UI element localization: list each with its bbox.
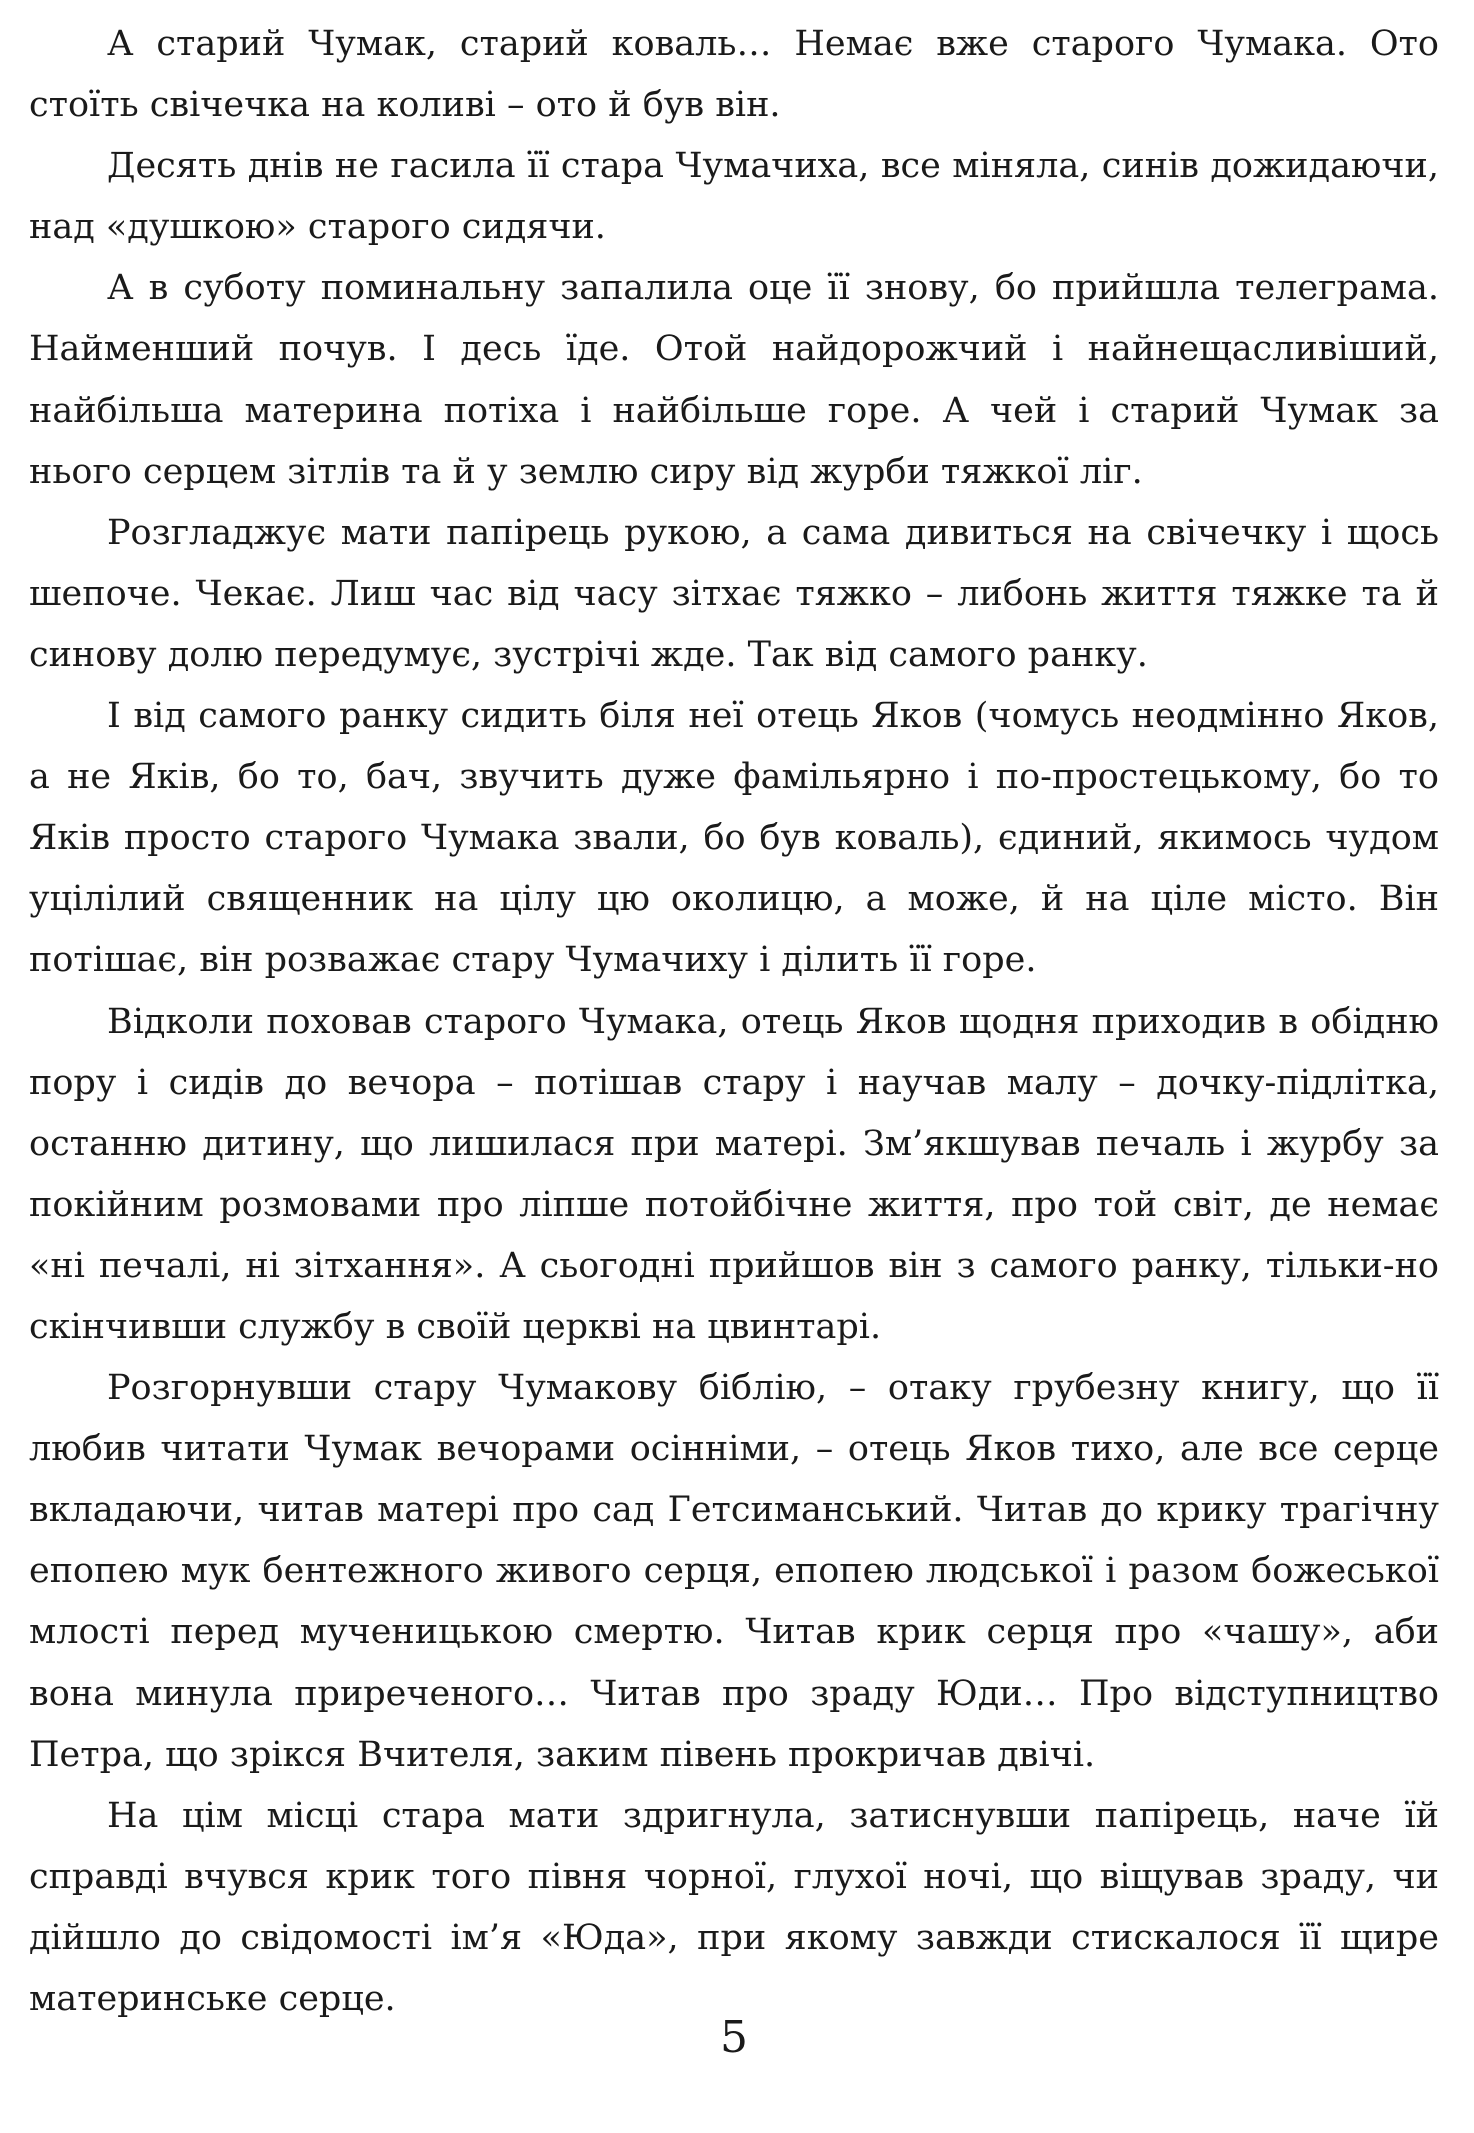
paragraph-1: А старий Чумак, старий коваль… Немає вже старого Чумака. Ото стоїть свічечка на коливі – ото й був він. xyxy=(29,24,1439,126)
paragraph-2: Десять днів не гасила її стара Чумачиха, все міняла, синів дожидаючи, над «душкою» старого сидячи. xyxy=(29,146,1439,248)
paragraph-4: Розгладжує мати папірець рукою, а сама дивиться на свічечку і щось шепоче. Чекає. Лиш час від часу зітхає тяжко – либонь життя тяжке та й синову долю передумує, зустрічі жде. Так від самого ранку. xyxy=(29,512,1439,675)
paragraph-7: Розгорнувши стару Чумакову біблію, – отаку грубезну книгу, що її любив читати Чумак вечорами осінніми, – отець Яков тихо, але все серце вкладаючи, читав матері про сад Гетсиманський. Читав до крику трагічну епопею мук бентежного живого серця, епопею людської і разом божеської млості перед мученицькою смертю. Читав крик серця про «чашу», аби вона минула приреченого… Читав про зраду Юди… Про відступництво Петра, що зрікся Вчителя, заким півень прокричав двічі. xyxy=(29,1368,1439,1775)
paragraph-6: Відколи поховав старого Чумака, отець Яков щодня приходив в обідню пору і сидів до вечора – потішав стару і научав малу – дочку-підлітка, останню дитину, що лишилася при матері. Зм’якшував печаль і журбу за покійним розмовами про ліпше потойбічне життя, про той світ, де немає «ні печалі, ні зітхання». А сьогодні прийшов він з самого ранку, тільки-но скінчивши службу в своїй церкві на цвинтарі. xyxy=(29,1001,1439,1347)
paragraph-5: І від самого ранку сидить біля неї отець Яков (чомусь неодмінно Яков, а не Яків, бо то, бач, звучить дуже фамільярно і по-простецькому, бо то Яків просто старого Чумака звали, бо був коваль), єдиний, якимось чудом уцілілий священник на цілу цю околицю, а може, й на ціле місто. Він потішає, він розважає стару Чумачиху і ділить її горе. xyxy=(29,696,1439,981)
paragraph-8: На цім місці стара мати здригнула, затиснувши папірець, наче їй справді вчувся крик того півня чорної, глухої ночі, що віщував зраду, чи дійшло до свідомості ім’я «Юда», при якому завжди стискалося її щире материнське серце. xyxy=(29,1795,1439,2019)
paragraph-3: А в суботу поминальну запалила оце її знову, бо прийшла телеграма. Найменший почув. І десь їде. Отой найдорожчий і найнещасливіший, найбільша материна потіха і найбільше горе. А чей і старий Чумак за нього серцем зітлів та й у землю сиру від журби тяжкої ліг. xyxy=(29,268,1439,492)
book-page xyxy=(29,0,1439,2133)
body-text xyxy=(29,14,1439,2030)
page-number: 5 xyxy=(720,2012,748,2063)
